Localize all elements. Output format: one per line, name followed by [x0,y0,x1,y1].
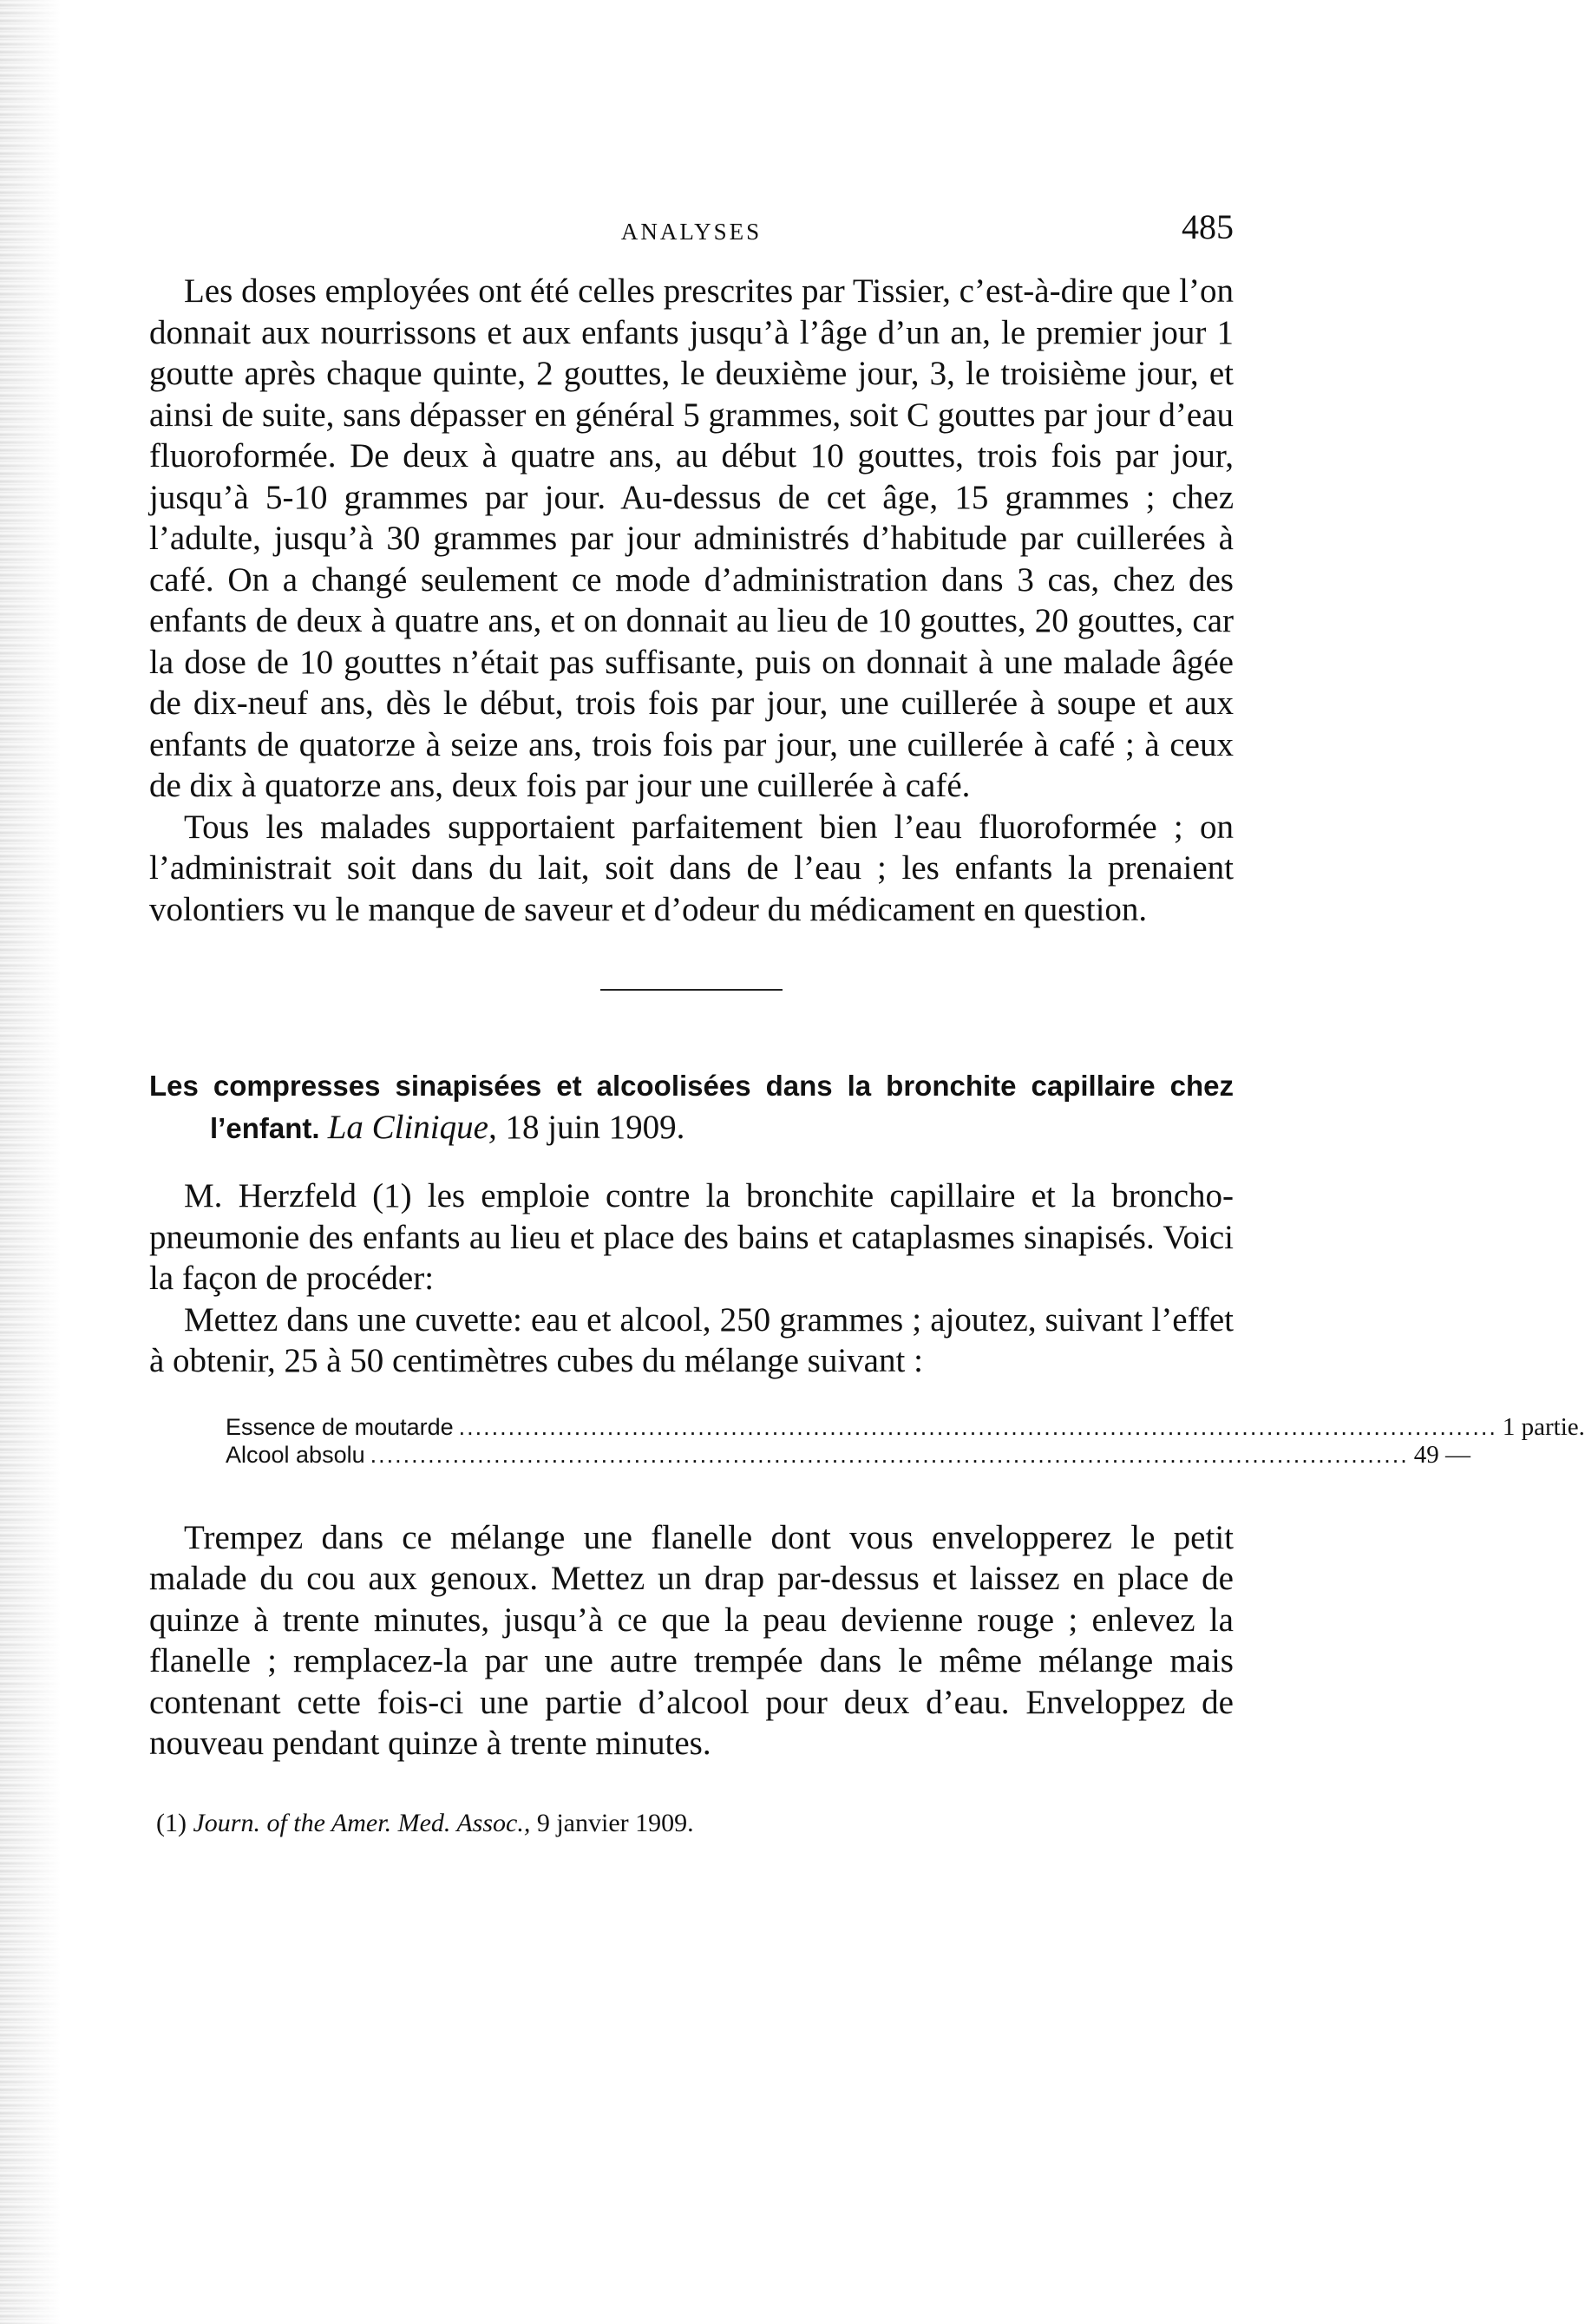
article-journal: La Clinique, [327,1109,497,1146]
article-title: Les compresses sinapisées et alcoolisées dans la bronchite capillaire chez l’enfant. [149,1070,1234,1144]
leader-dots: .............................................................................................................................. [458,1413,1497,1440]
footnote-journal: Journ. of the Amer. Med. Assoc., [193,1808,531,1837]
article-paragraph-procedure: Trempez dans ce mélange une flanelle dont vous envelopperez le petit malade du cou aux genoux. Mettez un drap par-dessus et laissez en place de quinze à trente minutes, jusqu’à ce que la peau devienne rouge ; enlevez la flanelle ; remplacez-la par une autre trempée dans le même mélange mais contenant cette fois-ci une partie d’alcool pour deux d’eau. Enveloppez de nouveau pendant quinze à trente minutes. [149,1518,1234,1762]
footnote [149,1808,1234,1839]
body-paragraph-doses: Les doses employées ont été celles prescrites par Tissier, c’est-à-dire que l’on donnait aux nourrissons et aux enfants jusqu’à l’âge d’un an, le premier jour 1 goutte après chaque quinte, 2 gouttes, le deuxième jour, 3, le troisième jour, et ainsi de suite, sans dépasser en général 5 grammes, soit C gouttes par jour d’eau fluoroformée. De deux à quatre ans, au début 10 gouttes, trois fois par jour, jusqu’à 5-10 grammes par jour. Au-dessus de cet âge, 15 grammes ; chez l’adulte, jusqu’à 30 grammes par jour administrés d’habitude par cuillerées à café. On a changé seulement ce mode d’administration dans 3 cas, chez des enfants de deux à quatre ans, et on donnait au lieu de 10 gouttes, 20 gouttes, car la dose de 10 gouttes n’était pas suffisante, puis on donnait à une malade âgée de dix-neuf ans, dès le début, trois fois par jour, une cuillerée à soupe et aux enfants de quatorze à seize ans, trois fois par jour, une cuillerée à café ; à ceux de dix à quatorze ans, deux fois par jour une cuillerée à café. [149,272,1234,804]
article-paragraph-method: Mettez dans une cuvette: eau et alcool, 250 grammes ; ajoutez, suivant l’effet à obtenir, 25 à 50 centimètres cubes du mélange suivant : [149,1300,1234,1379]
footnote-marker: (1) [156,1808,187,1837]
recipe-amount: 1 partie. [1502,1412,1585,1441]
footnote-date: 9 janvier 1909. [536,1808,694,1837]
document-page [149,200,1585,1839]
article-paragraph-intro: M. Herzfeld (1) les emploie contre la bronchite capillaire et la broncho-pneumonie des enfants au lieu et place des bains et cataplasmes sinapisés. Voici la façon de procéder: [149,1177,1234,1297]
recipe-ingredient: Essence de moutarde [226,1413,454,1440]
body-paragraph-tolerance: Tous les malades supportaient parfaitement bien l’eau fluoroformée ; on l’administrait soit dans du lait, soit dans de l’eau ; les enfants la prenaient volontiers vu le manque de saveur et d’odeur du médicament en question. [149,808,1234,928]
section-divider [600,989,783,991]
recipe-row [226,1440,1471,1469]
running-title: ANALYSES [620,219,763,245]
article-title-block [149,1065,1234,1149]
leader-dots: .............................................................................................................................. [370,1441,1409,1468]
page-number: 485 [1182,207,1234,246]
running-head [149,200,1234,252]
recipe-table [226,1412,1585,1469]
recipe-ingredient: Alcool absolu [226,1441,365,1468]
article-date: 18 juin 1909. [505,1109,685,1146]
article-source [328,1109,685,1146]
recipe-amount: 49 — [1413,1440,1471,1469]
recipe-row [226,1412,1585,1441]
scan-edge-shadow [0,0,61,2324]
